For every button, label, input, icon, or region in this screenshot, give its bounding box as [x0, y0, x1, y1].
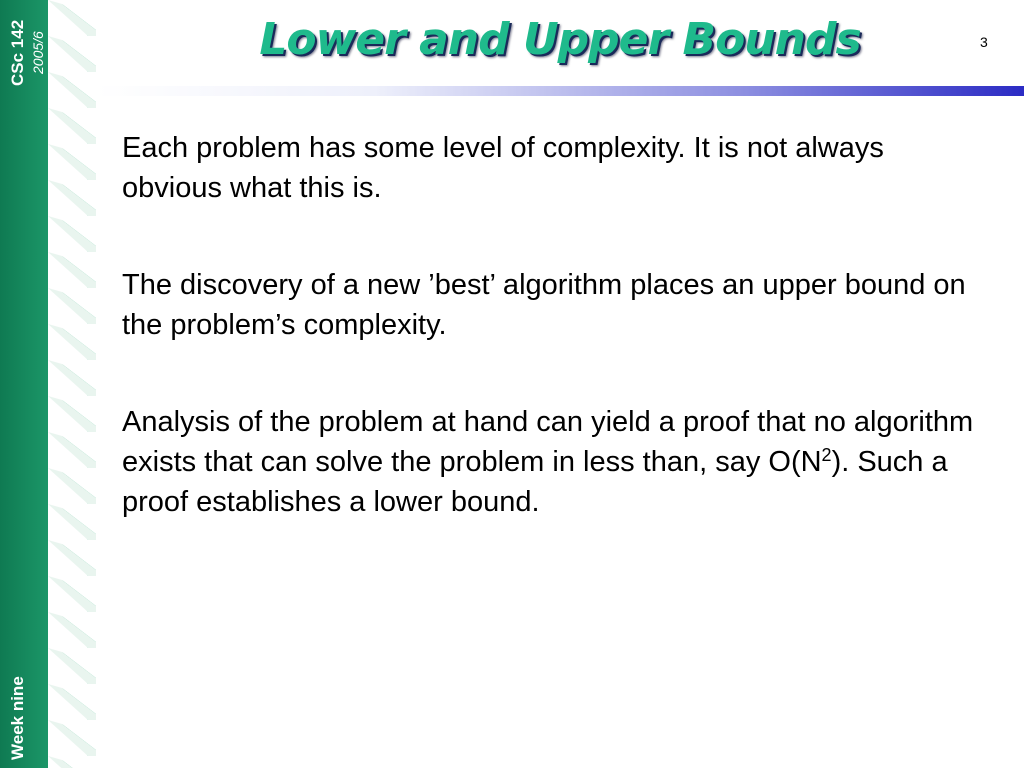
title-underline-gradient — [96, 86, 1024, 96]
week-label: Week nine — [8, 676, 27, 760]
paragraph-complexity: Each problem has some level of complexity. It is not always obvious what this is. — [122, 132, 884, 204]
course-code: CSc 142 — [8, 19, 27, 86]
slide-body — [122, 128, 982, 579]
academic-year: 2005/6 — [30, 31, 46, 74]
paragraph-upper-bound: The discovery of a new ’best’ algorithm places an upper bound on the problem’s complexity. — [122, 269, 966, 341]
chevron-pattern — [0, 0, 96, 768]
slide-title: Lower and Upper Bounds — [259, 14, 861, 65]
sidebar-band — [0, 0, 96, 768]
superscript-exponent: 2 — [821, 445, 832, 465]
paragraph-lower-bound — [122, 402, 982, 522]
paragraph-lower-bound-text: Analysis of the problem at hand can yield a proof that no algorithm exists that can solve the problem in less than, say O(N — [122, 406, 974, 478]
slide-number: 3 — [980, 34, 988, 50]
paragraph-lower-bound-tail: ). Such a proof establishes a lower bound. — [122, 446, 948, 518]
